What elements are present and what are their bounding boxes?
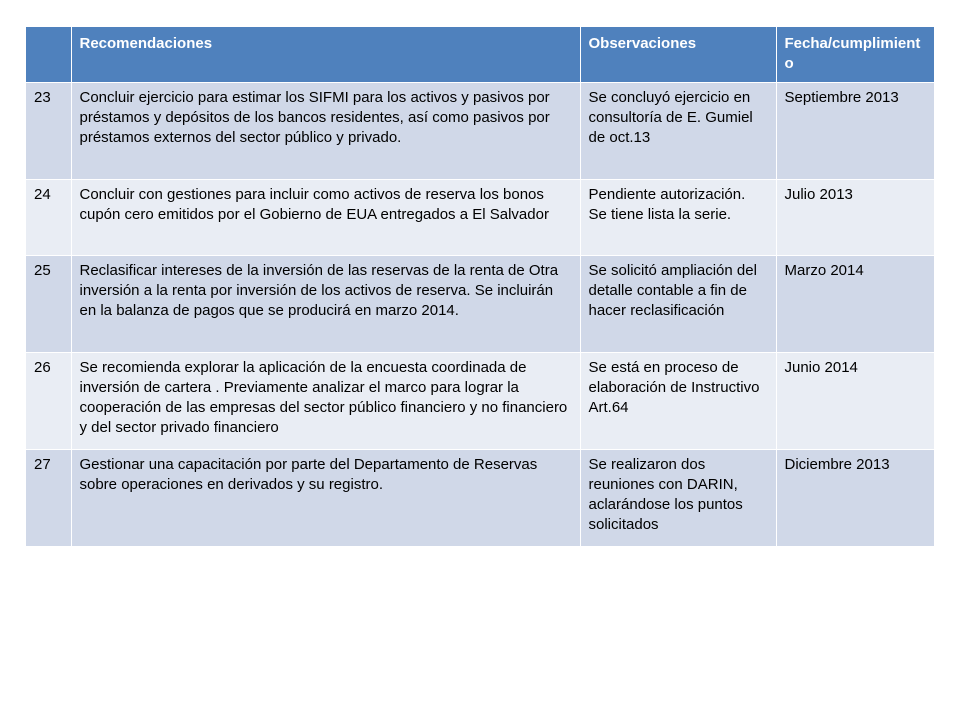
table-row — [26, 83, 934, 180]
row-number: 27 — [26, 450, 71, 547]
recommendations-table — [26, 27, 935, 547]
table-row — [26, 353, 934, 450]
table-header-row — [26, 27, 934, 83]
date-cell: Diciembre 2013 — [776, 450, 934, 547]
header-recommendations: Recomendaciones — [71, 27, 580, 83]
header-num — [26, 27, 71, 83]
recommendation-cell: Concluir ejercicio para estimar los SIFMI para los activos y pasivos por préstamos y depósitos de los bancos residentes, así como pasivos por préstamos externos del sector público y privado. — [71, 83, 580, 180]
observation-cell: Pendiente autorización. Se tiene lista la serie. — [580, 180, 776, 256]
table-row — [26, 450, 934, 547]
header-date: Fecha/cumplimiento — [776, 27, 934, 83]
observation-cell: Se realizaron dos reuniones con DARIN, aclarándose los puntos solicitados — [580, 450, 776, 547]
recommendation-cell: Concluir con gestiones para incluir como activos de reserva los bonos cupón cero emitidos por el Gobierno de EUA entregados a El Salvador — [71, 180, 580, 256]
date-cell: Julio 2013 — [776, 180, 934, 256]
row-number: 25 — [26, 256, 71, 353]
row-number: 26 — [26, 353, 71, 450]
date-cell: Marzo 2014 — [776, 256, 934, 353]
observation-cell: Se está en proceso de elaboración de Instructivo Art.64 — [580, 353, 776, 450]
table-row — [26, 180, 934, 256]
observation-cell: Se concluyó ejercicio en consultoría de E. Gumiel de oct.13 — [580, 83, 776, 180]
header-observations: Observaciones — [580, 27, 776, 83]
recommendation-cell: Reclasificar intereses de la inversión de las reservas de la renta de Otra inversión a la renta por inversión de los activos de reserva. Se incluirán en la balanza de pagos que se producirá en marzo 2014. — [71, 256, 580, 353]
date-cell: Septiembre 2013 — [776, 83, 934, 180]
row-number: 23 — [26, 83, 71, 180]
row-number: 24 — [26, 180, 71, 256]
recommendation-cell: Gestionar una capacitación por parte del Departamento de Reservas sobre operaciones en derivados y su registro. — [71, 450, 580, 547]
date-cell: Junio 2014 — [776, 353, 934, 450]
recommendation-cell: Se recomienda explorar la aplicación de la encuesta coordinada de inversión de cartera . Previamente analizar el marco para lograr la cooperación de las empresas del sector público financiero y no financiero y del sector privado financiero — [71, 353, 580, 450]
table-row — [26, 256, 934, 353]
observation-cell: Se solicitó ampliación del detalle contable a fin de hacer reclasificación — [580, 256, 776, 353]
